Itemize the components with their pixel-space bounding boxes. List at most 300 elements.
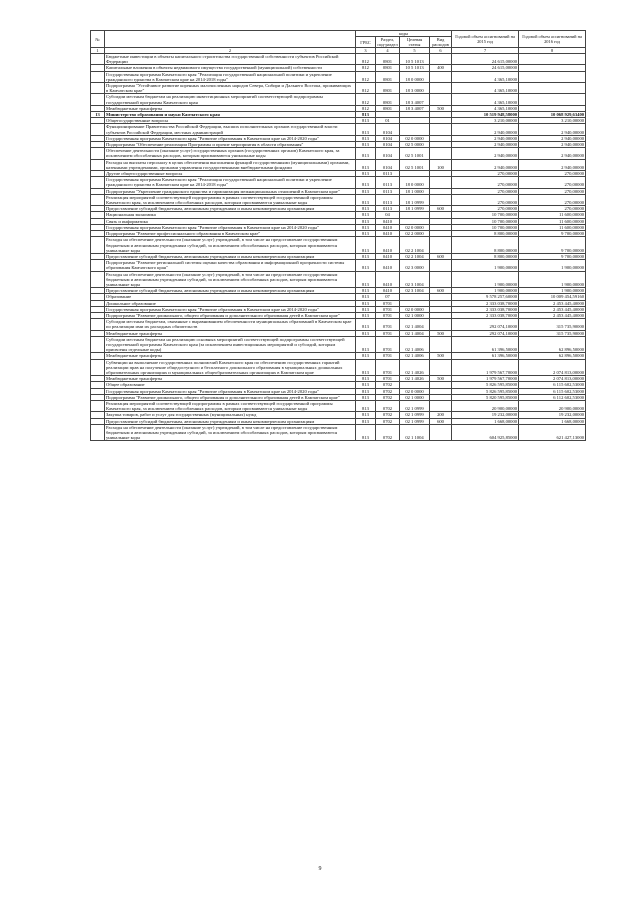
row-grbs: 813 [356,300,376,306]
row-number [91,148,105,159]
row-name: Государственная программа Камчатского края "Развитие образования в Камчатском крае на 2014-2020 годы" [105,224,356,230]
row-name: Субсидии местным бюджетам на реализацию основных мероприятий соответствующей подпрограммы соответствующей государственной программы Камчатского края (за исключением инвестиционных мероприятий и субсидий, которым присвоены отдельные коды) [105,336,356,353]
row-expense-type [430,94,452,105]
row-expense-type: 200 [430,412,452,418]
row-grbs: 813 [356,135,376,141]
row-razdel: 0410 [376,288,400,294]
table-row [91,237,586,254]
row-target-article: 18 1 0999 [400,206,430,212]
row-name: Функционирование Правительства Российской Федерации, высших исполнительных органов государственной власти субъектов Российской Федерации, местных администраций [105,124,356,135]
row-target-article: 02 1 1004 [400,424,430,441]
row-razdel: 0104 [376,142,400,148]
row-name: Расходы на обеспечение деятельности (оказание услуг) учреждений, в том числе на предоставление государственным бюджетным и автономным учреждениям субсидий, за исключением обособленных расходов, которым присваиваются уникальные коды [105,424,356,441]
row-expense-type: 500 [430,353,452,359]
row-name: Субсидии местным бюджетам, связанные с выравниванием обеспеченности муниципальных образований в Камчатском крае по реализации ими их расходных обязательств [105,319,356,330]
row-target-article: 02 2 0000 [400,231,430,237]
row-amount-2015: 5 826 595,85000 [452,388,519,394]
row-amount-2016: 10 009 454,59160 [519,294,586,300]
row-amount-2016: 11 600,00000 [519,218,586,224]
row-amount-2016: 2 940,00000 [519,148,586,159]
row-amount-2016: 9 700,00000 [519,231,586,237]
row-expense-type: 600 [430,206,452,212]
row-target-article: 18 0 0000 [400,71,430,82]
row-amount-2016: 1 668,00000 [519,418,586,424]
row-amount-2016: 62 896,50000 [519,336,586,353]
row-name: Министерство образования и науки Камчатского края [105,112,356,118]
row-target-article: 18 1 0000 [400,188,430,194]
row-name: Субвенции на выполнение государственных полномочий Камчатского края по обеспечению государственных гарантий реализации прав на получение общедоступного и бесплатного дошкольного образования в муниципальных дошкольных образовательных организациях и муниципальных общеобразовательных организациях в Камчатском крае [105,359,356,376]
row-amount-2016: 2 074 813,00000 [519,376,586,382]
row-amount-2015: 2 940,00000 [452,142,519,148]
row-amount-2015: 5 820 595,85000 [452,394,519,400]
row-razdel: 0702 [376,382,400,388]
row-name: Реализация мероприятий соответствующей подпрограммы в рамках соответствующей государственной программы Камчатского края, за исключением обособленных расходов, которым присваиваются уникальные коды [105,194,356,205]
row-grbs: 813 [356,194,376,205]
row-expense-type [430,336,452,353]
row-amount-2016: 9 700,00000 [519,237,586,254]
row-number [91,83,105,94]
table-body [91,54,586,441]
row-expense-type [430,424,452,441]
row-name: Расходы на обеспечение деятельности (оказание услуг) учреждений, в том числе на предоставление государственным бюджетным и автономным учреждениям субсидий, за исключением обособленных расходов, которым присваиваются уникальные коды [105,271,356,288]
row-razdel: 0113 [376,177,400,188]
row-grbs: 813 [356,124,376,135]
row-name: Подпрограмма "Укрепление гражданского единства и гармонизация межнациональных отношений в Камчатском крае" [105,188,356,194]
row-expense-type: 500 [430,330,452,336]
row-expense-type [430,83,452,94]
row-amount-2015: 4 365,10000 [452,83,519,94]
row-amount-2016: 270,00000 [519,194,586,205]
row-amount-2016: 1 900,00000 [519,260,586,271]
row-name: Капитальные вложения в объекты недвижимого имущества государственной (муниципальной) собственности [105,65,356,71]
row-name: Государственная программа Камчатского края "Реализация государственной национальной политики и укрепление гражданского единства в Камчатском крае на 2014-2018 годы" [105,177,356,188]
row-target-article: 18 0 0000 [400,177,430,188]
row-expense-type: 500 [430,376,452,382]
row-target-article: 02 2 1004 [400,237,430,254]
row-razdel: 0702 [376,418,400,424]
row-expense-type [430,237,452,254]
row-target-article: 02 5 0000 [400,142,430,148]
row-razdel: 0701 [376,353,400,359]
row-name: Образование [105,294,356,300]
row-number [91,94,105,105]
row-number [91,359,105,376]
row-grbs: 813 [356,188,376,194]
row-grbs: 813 [356,142,376,148]
row-name: Предоставление субсидий бюджетным, автономным учреждениям и иным некоммерческим организациям [105,253,356,259]
row-target-article: 02 3 0000 [400,260,430,271]
row-name: Межбюджетные трансферты [105,105,356,111]
row-razdel: 0410 [376,218,400,224]
row-razdel: 0701 [376,312,400,318]
row-grbs: 812 [356,105,376,111]
row-target-article: 02 5 1001 [400,148,430,159]
row-expense-type: 600 [430,288,452,294]
row-amount-2015: 2 940,00000 [452,135,519,141]
row-target-article: 02 0 0000 [400,306,430,312]
row-razdel: 0104 [376,124,400,135]
col-number: 3 [356,48,376,54]
row-amount-2016: 2 453 445,40000 [519,312,586,318]
row-grbs: 812 [356,54,376,65]
row-amount-2016: 270,00000 [519,206,586,212]
row-name: Общее образование [105,382,356,388]
row-grbs: 813 [356,359,376,376]
row-grbs: 813 [356,336,376,353]
row-razdel: 0701 [376,376,400,382]
row-amount-2016: 2 074 813,00000 [519,359,586,376]
row-razdel: 01 [376,118,400,124]
row-expense-type [430,359,452,376]
row-razdel: 0701 [376,306,400,312]
row-grbs: 813 [356,237,376,254]
row-expense-type [430,71,452,82]
row-amount-2015: 2 940,00000 [452,159,519,170]
row-number: 13 [91,112,105,118]
table-row [91,94,586,105]
row-target-article: 02 1 4026 [400,359,430,376]
row-amount-2015: 24 615,00000 [452,65,519,71]
row-target-article: 02 1 0999 [400,400,430,411]
row-razdel: 0702 [376,394,400,400]
row-amount-2015: 1 979 567,70000 [452,359,519,376]
row-grbs: 813 [356,388,376,394]
table-row [91,336,586,353]
row-razdel: 0113 [376,206,400,212]
row-number [91,159,105,170]
budget-table [90,30,586,441]
col-number: 4 [376,48,400,54]
row-target-article: 10 5 1013 [400,54,430,65]
row-amount-2016: 6 115 602,53000 [519,388,586,394]
row-grbs: 813 [356,118,376,124]
col-header-codes: коды [356,31,452,37]
row-name: Государственная программа Камчатского края "Развитие образования в Камчатском крае на 2014-2020 годы" [105,388,356,394]
row-grbs: 813 [356,159,376,170]
row-name: Подпрограмма "Развитие профессионального образования в Камчатском крае" [105,231,356,237]
row-grbs: 813 [356,412,376,418]
row-amount-2015: 8 800,00000 [452,253,519,259]
row-razdel: 0701 [376,319,400,330]
row-grbs: 813 [356,271,376,288]
row-razdel: 0113 [376,171,400,177]
row-grbs: 813 [356,260,376,271]
header-row-top [91,31,586,37]
row-expense-type [430,124,452,135]
row-razdel: 0801 [376,71,400,82]
row-grbs: 813 [356,231,376,237]
row-target-article: 18 1 0999 [400,194,430,205]
row-grbs: 813 [356,212,376,218]
row-amount-2016: 1 900,00000 [519,271,586,288]
row-amount-2015: 8 800,00000 [452,237,519,254]
row-target-article: 02 1 0000 [400,394,430,400]
row-grbs: 812 [356,83,376,94]
col-header-tselevaya: Целевая статья [400,37,430,48]
table-row [91,54,586,65]
row-amount-2016: 1 900,00000 [519,288,586,294]
col-header-grbs: ГРБС [356,37,376,48]
table-row [91,194,586,205]
row-name: Предоставление субсидий бюджетным, автономным учреждениям и иным некоммерческим организациям [105,206,356,212]
row-expense-type: 400 [430,65,452,71]
row-grbs: 813 [356,330,376,336]
row-amount-2015: 1 979 567,70000 [452,376,519,382]
row-amount-2015: 1 900,00000 [452,271,519,288]
row-name: Расходы на обеспечение деятельности (оказание услуг) учреждений, в том числе на предоставление государственным бюджетным и автономным учреждениям субсидий, за исключением обособленных расходов, которым присваиваются уникальные коды [105,237,356,254]
row-amount-2016: 6 115 602,53000 [519,382,586,388]
row-amount-2016: 2 940,00000 [519,142,586,148]
row-amount-2015: 270,00000 [452,206,519,212]
row-amount-2015: 2 333 038,70000 [452,306,519,312]
row-number [91,336,105,353]
col-header-razdel: Раздел, под-раздел [377,37,398,47]
row-name: Государственная программа Камчатского края "Реализация государственной национальной политики и укрепление гражданского единства в Камчатском крае на 2014-2018 годы" [105,71,356,82]
row-name: Обеспечение деятельности (оказание услуг) государственных органов (государственных органов) Камчатского края, за исключением обособленных расходов, которым присваиваются уникальные коды [105,148,356,159]
row-name: Связь и информатика [105,218,356,224]
row-razdel: 0701 [376,359,400,376]
row-amount-2016: 6 112 602,53000 [519,394,586,400]
row-razdel: 0410 [376,271,400,288]
row-target-article: 02 1 4004 [400,319,430,330]
row-amount-2016: 20 900,00000 [519,400,586,411]
row-name: Предоставление субсидий бюджетным, автономным учреждениям и иным некоммерческим организациям [105,418,356,424]
row-amount-2016: 315 735,90000 [519,319,586,330]
row-amount-2015: 270,00000 [452,188,519,194]
row-grbs: 813 [356,294,376,300]
row-number [91,54,105,65]
row-name: Общегосударственные вопросы [105,118,356,124]
row-grbs: 813 [356,253,376,259]
row-amount-2016: 315 735,90000 [519,330,586,336]
row-amount-2016: 11 600,00000 [519,224,586,230]
row-name: Подпрограмма "Развитие дошкольного, общего образования и дополнительного образования детей в Камчатском крае" [105,312,356,318]
row-target-article: 02 1 4006 [400,336,430,353]
row-grbs: 813 [356,312,376,318]
row-amount-2015: 2 940,00000 [452,124,519,135]
row-name: Закупка товаров, работ и услуг для государственных (муниципальных) нужд [105,412,356,418]
row-target-article: 02 1 4006 [400,353,430,359]
row-expense-type: 100 [430,159,452,170]
row-razdel: 0801 [376,94,400,105]
table-row [91,260,586,271]
table-row [91,83,586,94]
row-expense-type: 600 [430,253,452,259]
row-grbs: 813 [356,418,376,424]
row-amount-2016 [519,83,586,94]
row-target-article: 02 1 4004 [400,330,430,336]
row-amount-2016 [519,54,586,65]
table-row [91,159,586,170]
row-razdel: 0113 [376,188,400,194]
row-name: Межбюджетные трансферты [105,330,356,336]
row-razdel: 0801 [376,54,400,65]
row-grbs: 813 [356,394,376,400]
row-number [91,237,105,254]
table-row [91,124,586,135]
row-amount-2016: 2 940,00000 [519,124,586,135]
row-amount-2015: 10 519 948,58000 [452,112,519,118]
row-number [91,424,105,441]
row-number [91,124,105,135]
row-target-article: 02 1 0999 [400,412,430,418]
row-target-article: 02 0 0000 [400,388,430,394]
col-number: 7 [452,48,519,54]
row-name: Расходы на выплаты персоналу в целях обеспечения выполнения функций государственными (муниципальными) органами, казенными учреждениями, органами управления государственными внебюджетными фондами [105,159,356,170]
table-row [91,424,586,441]
table-row [91,177,586,188]
row-grbs: 813 [356,424,376,441]
col-header-vid: Вид расходов [430,37,452,48]
row-name: Национальная экономика [105,212,356,218]
row-expense-type [430,194,452,205]
row-amount-2015: 10 700,00000 [452,224,519,230]
row-razdel: 0801 [376,105,400,111]
row-amount-2015: 24 615,00000 [452,54,519,65]
row-name: Государственная программа Камчатского края "Развитие образования в Камчатском крае на 2014-2020 годы" [105,306,356,312]
row-name: Подпрограмма "Обеспечение реализации Программы и прочие мероприятия в области образования" [105,142,356,148]
row-target-article: 02 3 1004 [400,271,430,288]
row-razdel: 0113 [376,194,400,205]
row-name: Реализация мероприятий соответствующей подпрограммы в рамках соответствующей государственной программы Камчатского края, за исключением обособленных расходов, которым присваиваются уникальные коды [105,400,356,411]
row-amount-2016: 270,00000 [519,177,586,188]
row-amount-2016: 270,00000 [519,188,586,194]
row-amount-2015: 1 900,00000 [452,288,519,294]
row-razdel: 0702 [376,424,400,441]
row-amount-2015: 10 700,00000 [452,212,519,218]
row-amount-2015: 604 925,85000 [452,424,519,441]
row-amount-2015: 9 578 257,60000 [452,294,519,300]
row-number [91,400,105,411]
row-amount-2015: 270,00000 [452,177,519,188]
table-row [91,394,586,400]
row-target-article: 02 5 1001 [400,159,430,170]
table-row [91,319,586,330]
row-amount-2016: 10 068 929,63400 [519,112,586,118]
row-number [91,271,105,288]
row-razdel: 0701 [376,300,400,306]
row-target-article: 02 1 0999 [400,418,430,424]
col-header-2016: Годовой объем ассигнований на 2016 год [519,31,586,48]
row-name: Межбюджетные трансферты [105,353,356,359]
table-row [91,71,586,82]
row-razdel: 0104 [376,135,400,141]
budget-table-sheet [90,30,585,441]
row-name: Бюджетные инвестиции в объекты капитального строительства государственной собственности субъектов Российской Федерации [105,54,356,65]
row-grbs: 813 [356,224,376,230]
row-amount-2015: 8 800,00000 [452,231,519,237]
row-amount-2015: 61 396,50000 [452,336,519,353]
page-number: 9 [318,866,322,872]
row-amount-2015: 1 900,00000 [452,260,519,271]
row-amount-2015: 19 232,00000 [452,412,519,418]
row-expense-type: 600 [430,418,452,424]
row-number [91,260,105,271]
row-amount-2015: 61 396,50000 [452,353,519,359]
row-amount-2016: 9 700,00000 [519,253,586,259]
row-amount-2016: 2 453 445,40000 [519,300,586,306]
col-header-2015: Годовой объем ассигнований на 2015 год [452,31,519,48]
col-number: 6 [430,48,452,54]
row-name: Подпрограмма "Развитие дошкольного, общего образования и дополнительного образования детей в Камчатском крае" [105,394,356,400]
row-number [91,319,105,330]
row-amount-2015: 5 826 595,85000 [452,382,519,388]
row-amount-2015: 4 365,10000 [452,105,519,111]
row-amount-2015: 270,00000 [452,194,519,205]
row-name: Подпрограмма "Устойчивое развитие коренных малочисленных народов Севера, Сибири и Дальнего Востока, проживающих в Камчатском крае" [105,83,356,94]
row-grbs: 813 [356,171,376,177]
row-razdel: 0801 [376,83,400,94]
row-amount-2016 [519,71,586,82]
row-grbs: 812 [356,94,376,105]
table-row [91,359,586,376]
col-number: 1 [91,48,105,54]
row-razdel: 04 [376,212,400,218]
row-razdel: 0702 [376,400,400,411]
row-amount-2016: 2 940,00000 [519,159,586,170]
row-amount-2016: 19 232,00000 [519,412,586,418]
row-name: Межбюджетные трансферты [105,376,356,382]
row-grbs: 813 [356,382,376,388]
col-number: 5 [400,48,430,54]
row-razdel: 0410 [376,231,400,237]
row-grbs: 813 [356,112,376,118]
row-target-article: 02 0 0000 [400,224,430,230]
row-grbs: 813 [356,288,376,294]
row-amount-2015: 4 365,10000 [452,94,519,105]
row-razdel: 0701 [376,330,400,336]
col-number: 2 [105,48,356,54]
row-grbs: 813 [356,206,376,212]
row-number [91,71,105,82]
row-grbs: 813 [356,218,376,224]
row-expense-type [430,400,452,411]
row-name: Предоставление субсидий бюджетным, автономным учреждениям и иным некоммерческим организациям [105,288,356,294]
row-expense-type [430,260,452,271]
row-razdel: 0801 [376,65,400,71]
row-razdel: 0410 [376,260,400,271]
table-row [91,148,586,159]
col-number: 8 [519,48,586,54]
table-row [91,312,586,318]
row-name: Дошкольное образование [105,300,356,306]
row-grbs: 813 [356,319,376,330]
row-grbs: 813 [356,353,376,359]
row-grbs: 812 [356,71,376,82]
row-target-article [400,124,430,135]
row-razdel: 0104 [376,148,400,159]
row-amount-2016: 11 600,00000 [519,212,586,218]
row-name: Государственная программа Камчатского края "Развитие образования в Камчатском крае на 2014-2020 годы" [105,135,356,141]
row-expense-type [430,54,452,65]
row-target-article: 02 1 4026 [400,376,430,382]
row-amount-2015: 3 210,00000 [452,118,519,124]
row-target-article: 18 3 0000 [400,83,430,94]
row-amount-2015: 20 900,00000 [452,400,519,411]
row-grbs: 813 [356,376,376,382]
row-grbs: 813 [356,400,376,411]
row-target-article: 10 5 1013 [400,65,430,71]
row-target-article: 02 2 1004 [400,253,430,259]
row-razdel: 0702 [376,388,400,394]
row-target-article: 18 3 4007 [400,94,430,105]
row-amount-2015: 292 074,10000 [452,330,519,336]
row-amount-2015: 2 333 038,70000 [452,300,519,306]
row-expense-type [430,319,452,330]
row-razdel: 0702 [376,412,400,418]
row-grbs: 813 [356,306,376,312]
row-amount-2015: 2 940,00000 [452,148,519,159]
